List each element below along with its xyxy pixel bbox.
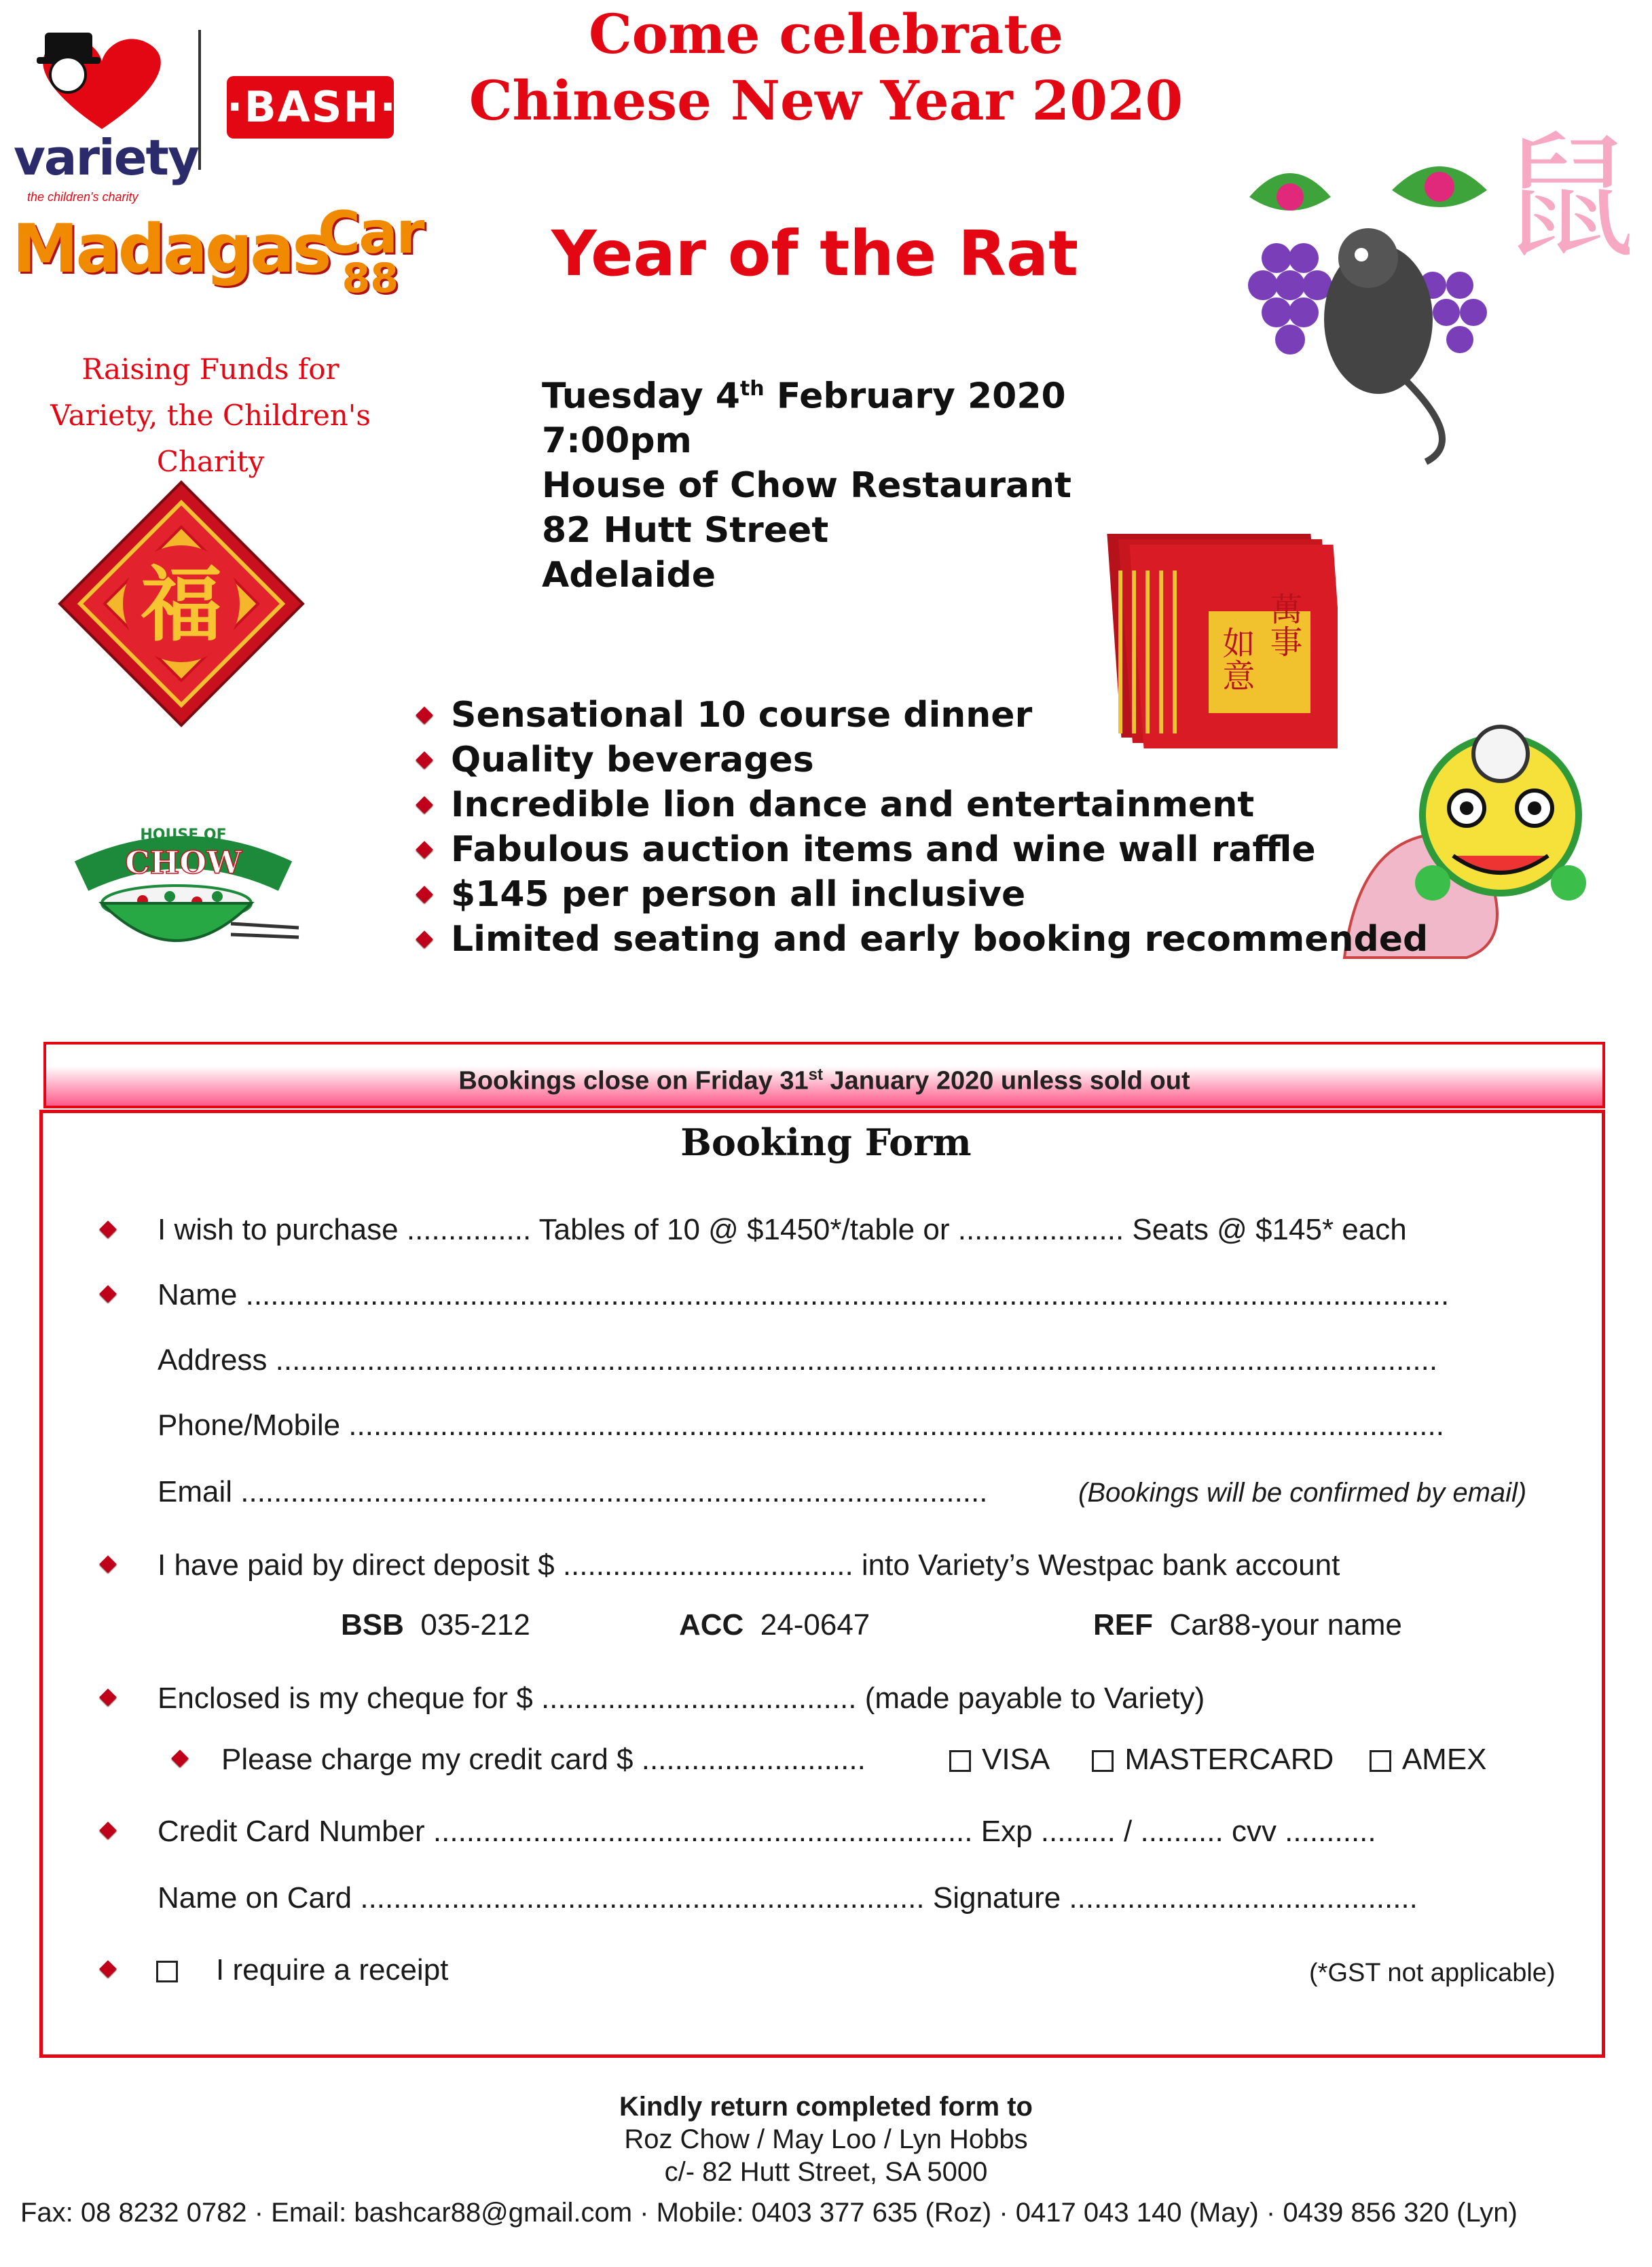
visa-label: VISA: [982, 1743, 1048, 1776]
email-field[interactable]: Email ..........................................................................................: [158, 1475, 988, 1508]
cheque-field[interactable]: Enclosed is my cheque for $ ...................................... (made payable to Variety): [158, 1682, 1205, 1715]
event-city: Adelaide: [542, 555, 716, 596]
feature-text: Sensational 10 course dinner: [451, 695, 1033, 736]
feature-item: [414, 827, 1428, 872]
chow-top-text: HOUSE OF: [140, 827, 227, 844]
raising-funds-text: [7, 346, 414, 485]
diamond-bullet-icon: [416, 930, 433, 947]
house-of-chow-icon: [61, 801, 306, 971]
envelope-text-right: 萬事: [1264, 592, 1302, 657]
features-list: [414, 693, 1428, 962]
variety-tagline: the children's charity: [27, 190, 139, 204]
acc-label: ACC: [679, 1608, 744, 1642]
receipt-option: [156, 1953, 448, 1987]
event-time: 7:00pm: [542, 420, 692, 462]
rat-char: 鼠: [1500, 122, 1630, 277]
variety-wordmark: variety: [14, 129, 198, 186]
event-date-prefix: Tuesday 4: [542, 376, 740, 417]
year-of-rat-heading: Year of the Rat: [551, 217, 1079, 290]
ref-info: [1093, 1608, 1402, 1642]
diamond-bullet-icon: [416, 886, 433, 903]
return-names: Roz Chow / May Loo / Lyn Hobbs: [624, 2124, 1028, 2154]
booking-form-title: Booking Form: [680, 1121, 972, 1164]
raising-line2: Variety, the Children's Charity: [50, 399, 371, 478]
name-field[interactable]: Name .................................................................................................................................................: [158, 1278, 1450, 1311]
name-on-card-field[interactable]: Name on Card .................................................................... Signature ..........................................: [158, 1881, 1418, 1915]
ref-label: REF: [1093, 1608, 1153, 1642]
car-word: Car: [318, 199, 423, 267]
amex-label: AMEX: [1401, 1743, 1487, 1776]
bookings-close-banner: [43, 1042, 1605, 1108]
fu-char: 福: [141, 557, 222, 653]
receipt-checkbox[interactable]: [156, 1961, 178, 1982]
variety-logo: [14, 27, 198, 204]
email-note: (Bookings will be confirmed by email): [1078, 1478, 1527, 1508]
feature-text: Quality beverages: [451, 740, 814, 780]
logo-divider: [198, 30, 201, 170]
raising-line1: Raising Funds for: [81, 352, 339, 386]
rat-papercut-art: [1222, 122, 1630, 489]
return-heading: Kindly return completed form to: [619, 2092, 1033, 2122]
house-of-chow-logo: [61, 801, 306, 971]
gst-note: (*GST not applicable): [1309, 1959, 1556, 1987]
fu-diamond-icon: [57, 479, 306, 728]
diamond-bullet-icon: [416, 706, 433, 723]
card-number-field[interactable]: Credit Card Number ................................................................. Exp ......... / .......... cvv ...........: [158, 1815, 1376, 1848]
feature-text: $145 per person all inclusive: [451, 874, 1026, 915]
feature-text: Fabulous auction items and wine wall raffle: [451, 829, 1316, 870]
ref-value: Car88-your name: [1169, 1608, 1402, 1642]
feature-text: Incredible lion dance and entertainment: [451, 784, 1255, 825]
envelope-text-left: 如意: [1217, 626, 1255, 691]
acc-info: [679, 1608, 870, 1642]
madagas-wordmark: Madagas: [12, 211, 329, 288]
mastercard-checkbox[interactable]: [1092, 1750, 1114, 1772]
car88-wordmark: [318, 199, 423, 302]
card-type-options: [949, 1743, 1487, 1777]
feature-item: [414, 738, 1428, 782]
purchase-field[interactable]: I wish to purchase ............... Tables of 10 @ $1450*/table or .................... Seats @ $145* each: [158, 1213, 1407, 1246]
banner-suffix: January 2020 unless sold out: [822, 1066, 1190, 1095]
diamond-bullet-icon: [416, 796, 433, 813]
event-date-sup: th: [739, 377, 765, 401]
feature-item: [414, 917, 1428, 962]
contact-line: Fax: 08 8232 0782 · Email: bashcar88@gmail.com · Mobile: 0403 377 635 (Roz) · 0417 043 140 (May) · 0439 856 320 (Lyn): [20, 2198, 1518, 2228]
bsb-value: 035-212: [420, 1608, 530, 1642]
event-street: 82 Hutt Street: [542, 510, 829, 551]
visa-checkbox[interactable]: [949, 1750, 971, 1772]
event-details: [542, 367, 1071, 598]
banner-sup: st: [808, 1066, 823, 1084]
bash-logo: ·BASH·: [227, 76, 394, 139]
receipt-label: I require a receipt: [216, 1953, 449, 1987]
banner-prefix: Bookings close on Friday 31: [458, 1066, 809, 1095]
event-date-suffix: February 2020: [764, 376, 1066, 417]
mastercard-label: MASTERCARD: [1124, 1743, 1334, 1776]
feature-item: [414, 782, 1428, 827]
phone-field[interactable]: Phone/Mobile ....................................................................................................................................: [158, 1409, 1444, 1442]
deposit-field[interactable]: I have paid by direct deposit $ ................................... into Variety’s Westpac bank account: [158, 1548, 1340, 1582]
car-number: 88: [342, 255, 399, 302]
feature-item: [414, 872, 1428, 917]
diamond-bullet-icon: [416, 751, 433, 768]
fu-diamond-art: [57, 479, 306, 728]
event-title-line1: Come celebrate: [588, 2, 1064, 66]
return-info: [0, 2090, 1652, 2188]
amex-checkbox[interactable]: [1370, 1750, 1391, 1772]
event-date: [542, 367, 1071, 418]
rat-papercut-icon: [1222, 122, 1630, 489]
address-field[interactable]: Address ............................................................................................................................................: [158, 1343, 1438, 1377]
feature-text: Limited seating and early booking recommended: [451, 919, 1429, 960]
event-title-line2: Chinese New Year 2020: [469, 69, 1183, 132]
bsb-info: [341, 1608, 530, 1642]
event-venue: House of Chow Restaurant: [542, 465, 1071, 507]
acc-value: 24-0647: [760, 1608, 870, 1642]
chow-name-text: CHOW: [125, 844, 242, 881]
return-address: c/- 82 Hutt Street, SA 5000: [664, 2157, 988, 2187]
credit-charge-field[interactable]: Please charge my credit card $ ...........................: [221, 1743, 866, 1776]
feature-item: [414, 693, 1428, 738]
booking-form-box: [39, 1110, 1605, 2058]
variety-heart-logo-icon: [14, 27, 190, 136]
bsb-label: BSB: [341, 1608, 404, 1642]
diamond-bullet-icon: [416, 841, 433, 858]
